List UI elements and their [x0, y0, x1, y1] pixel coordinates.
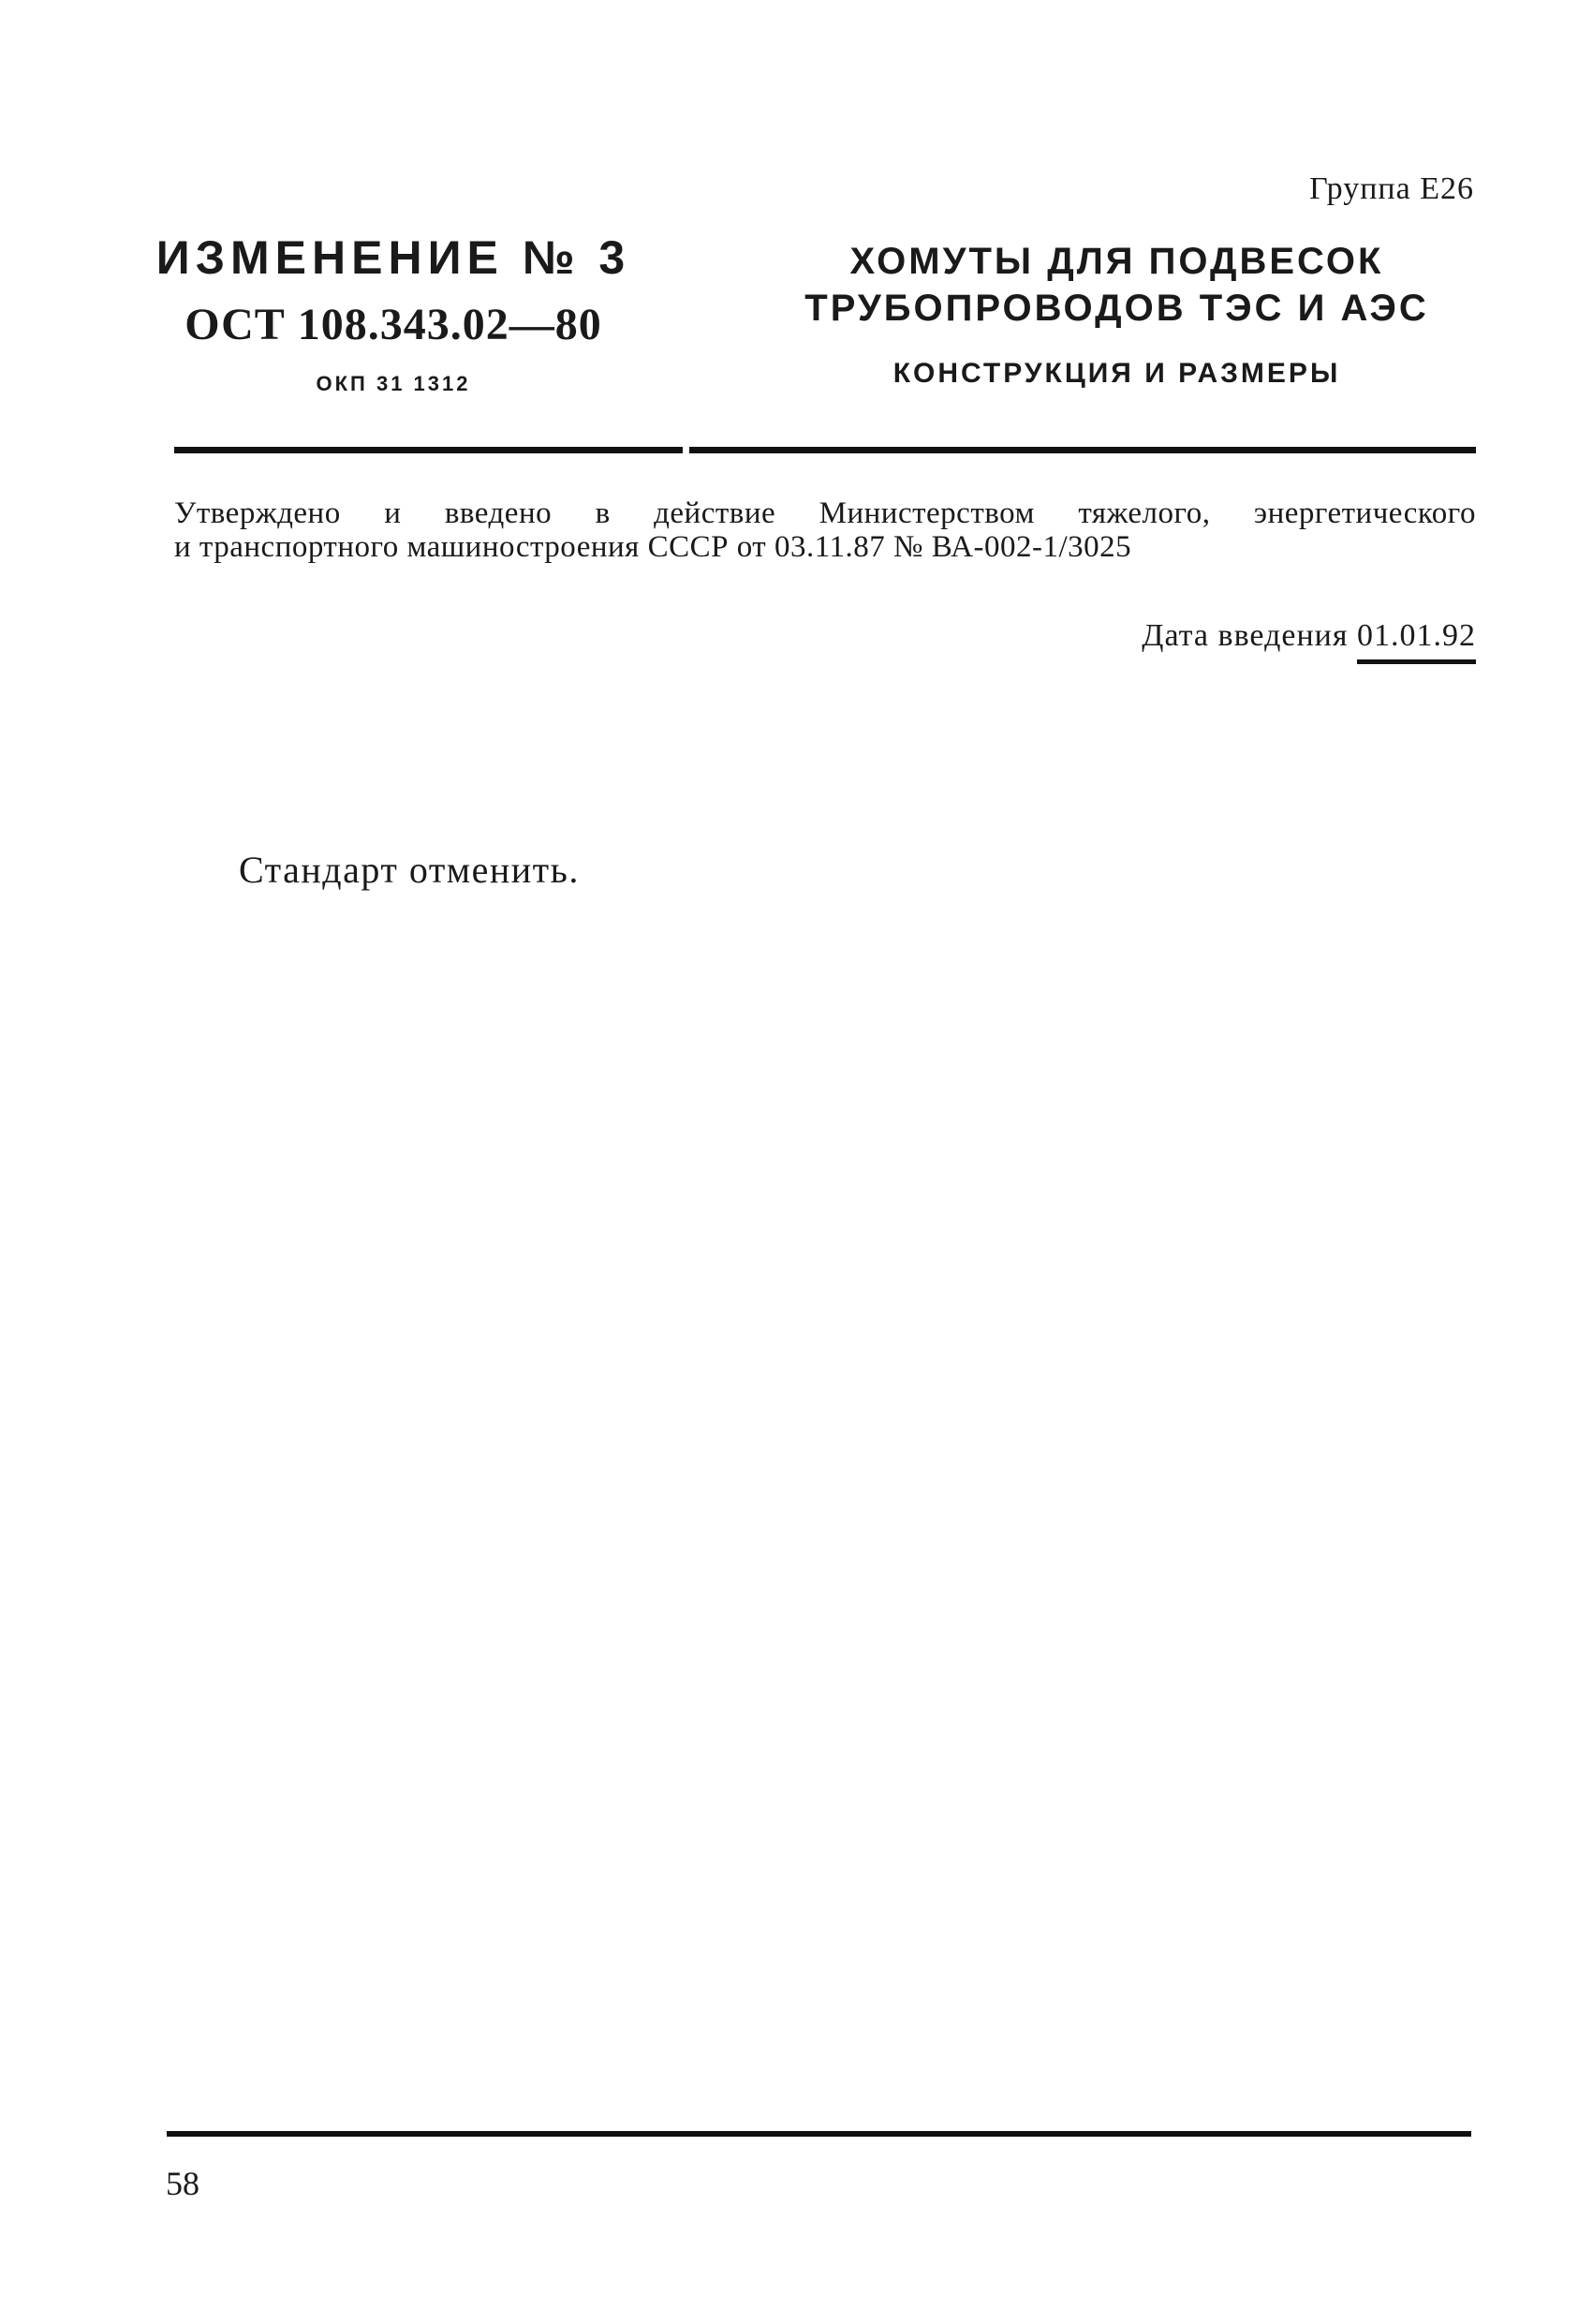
approval-line-1: Утверждено и введено в действие Министерством тяжелого, энергетического	[174, 496, 1476, 530]
introduction-date-label: Дата введения	[1142, 618, 1349, 653]
document-title-block	[768, 238, 1466, 390]
introduction-date	[1142, 618, 1476, 664]
introduction-date-value: 01.01.92	[1357, 618, 1476, 664]
body-text: Стандарт отменить.	[239, 849, 580, 891]
page-number: 58	[166, 2165, 199, 2202]
document-subtitle: КОНСТРУКЦИЯ И РАЗМЕРЫ	[892, 358, 1341, 389]
change-title: ИЗМЕНЕНИЕ № 3	[155, 231, 631, 284]
header-rule-left	[174, 447, 683, 453]
change-header	[140, 229, 646, 396]
standard-number: ОСТ 108.343.02—80	[184, 300, 602, 349]
document-title: ХОМУТЫ ДЛЯ ПОДВЕСОК ТРУБОПРОВОДОВ ТЭС И АЭС	[804, 241, 1429, 329]
header-rule-right	[689, 447, 1476, 453]
group-label: Группа Е26	[1309, 171, 1474, 206]
footer-rule	[167, 2131, 1471, 2137]
approval-statement	[174, 496, 1476, 564]
okp-code: ОКП 31 1312	[316, 372, 471, 395]
approval-line-2: и транспортного машиностроения СССР от 03.11.87 № ВА-002-1/3025	[174, 530, 1132, 564]
